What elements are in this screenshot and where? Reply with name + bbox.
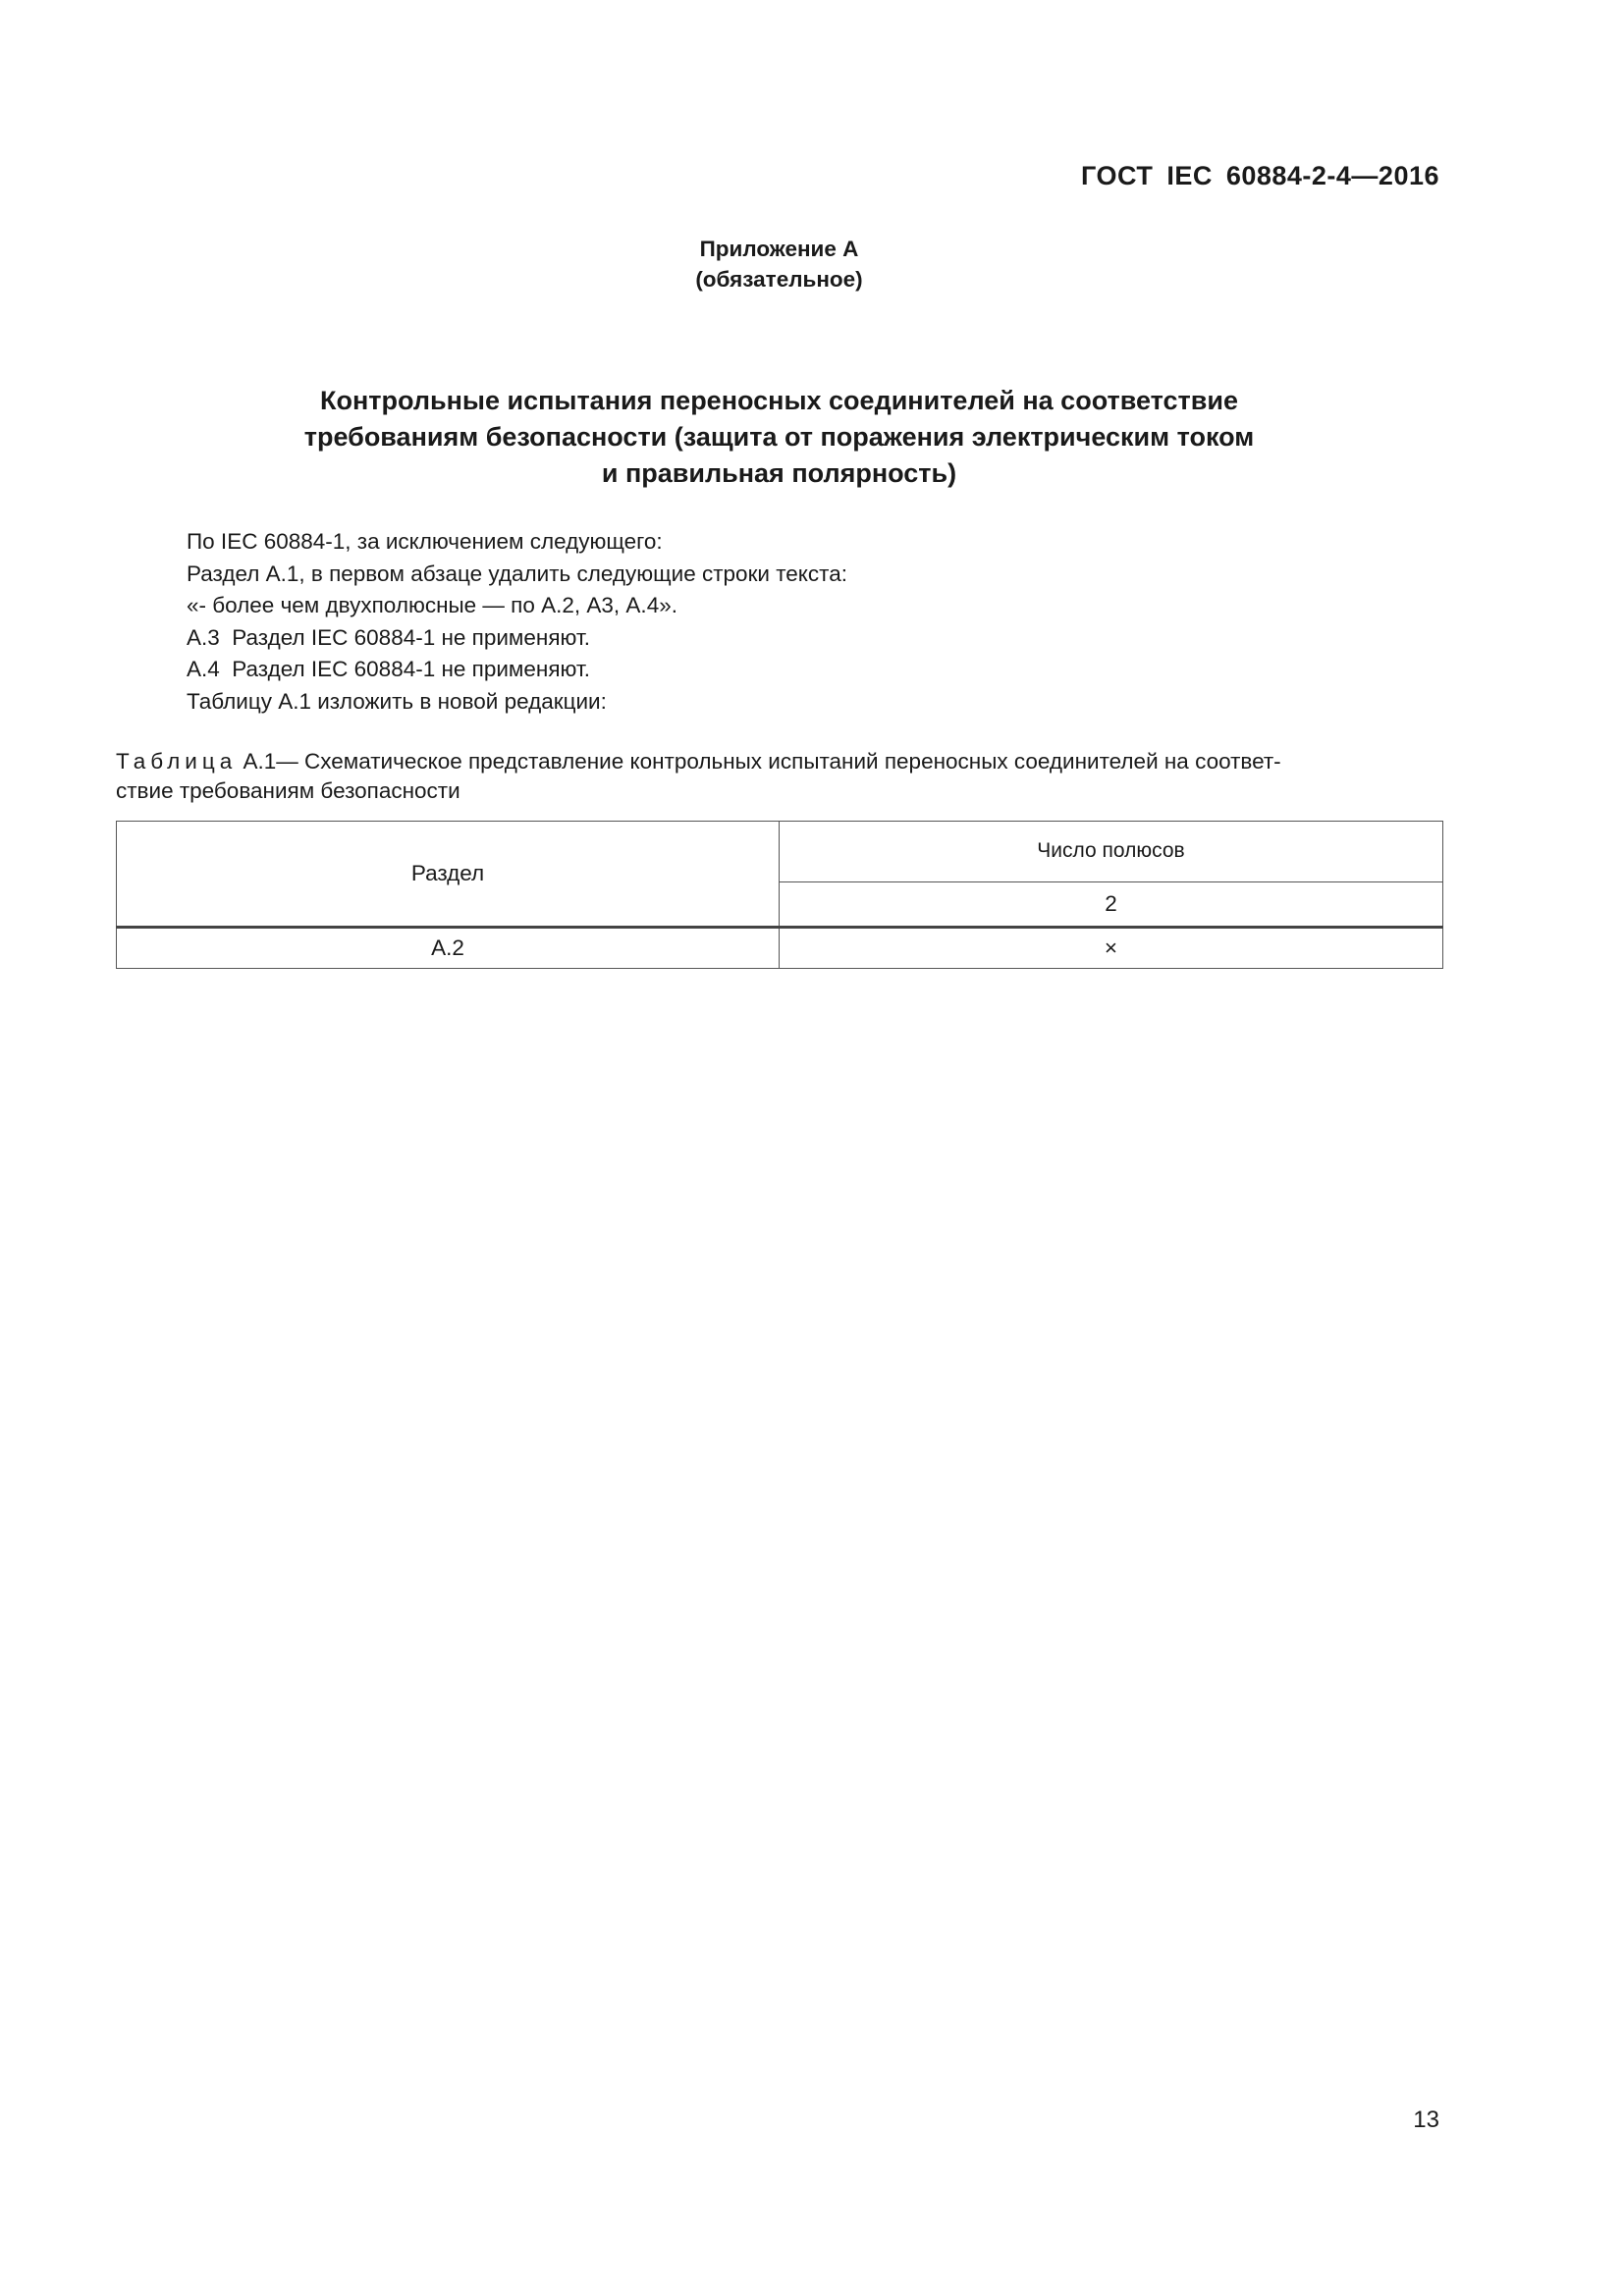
table-caption-label: Таблица <box>116 749 238 774</box>
body-line-2: Раздел А.1, в первом абзаце удалить следующие строки текста: <box>187 561 847 586</box>
header-poles-cell: Число полюсов <box>780 822 1443 882</box>
table-a1 <box>116 821 1443 969</box>
appendix-title-block <box>0 234 1558 294</box>
heading-line-3: и правильная полярность) <box>601 458 957 488</box>
appendix-title: Приложение А <box>699 237 859 261</box>
standard-code: ГОСТ IEC 60884-2-4—2016 <box>1081 161 1439 190</box>
body-line-5: А.4 Раздел IEC 60884-1 не применяют. <box>187 657 590 681</box>
appendix-subtitle: (обязательное) <box>695 267 863 292</box>
header-section-cell: Раздел <box>117 822 780 928</box>
table-caption-text-1: А.1— Схематическое представление контрольных испытаний переносных соединителей на соответ- <box>237 749 1281 774</box>
page-number: 13 <box>1413 2107 1439 2133</box>
body-paragraphs <box>187 526 847 718</box>
heading-line-2: требованиям безопасности (защита от поражения электрическим током <box>303 422 1255 452</box>
header-poles-count-cell: 2 <box>780 881 1443 927</box>
row-section-cell: А.2 <box>117 928 780 969</box>
table-row <box>117 928 1443 969</box>
table-caption-text-2: ствие требованиям безопасности <box>116 778 460 803</box>
table-caption <box>116 747 1443 806</box>
table-header-row <box>117 822 1443 882</box>
body-line-6: Таблицу А.1 изложить в новой редакции: <box>187 688 607 714</box>
body-line-1: По IEC 60884-1, за исключением следующего: <box>187 529 663 554</box>
body-line-4: А.3 Раздел IEC 60884-1 не применяют. <box>187 624 590 650</box>
heading-line-1: Контрольные испытания переносных соединителей на соответствие <box>320 386 1238 415</box>
section-heading <box>0 383 1558 492</box>
body-line-3: «- более чем двухполюсные — по А.2, А3, А.4». <box>187 593 677 617</box>
row-mark-cell: × <box>780 928 1443 969</box>
